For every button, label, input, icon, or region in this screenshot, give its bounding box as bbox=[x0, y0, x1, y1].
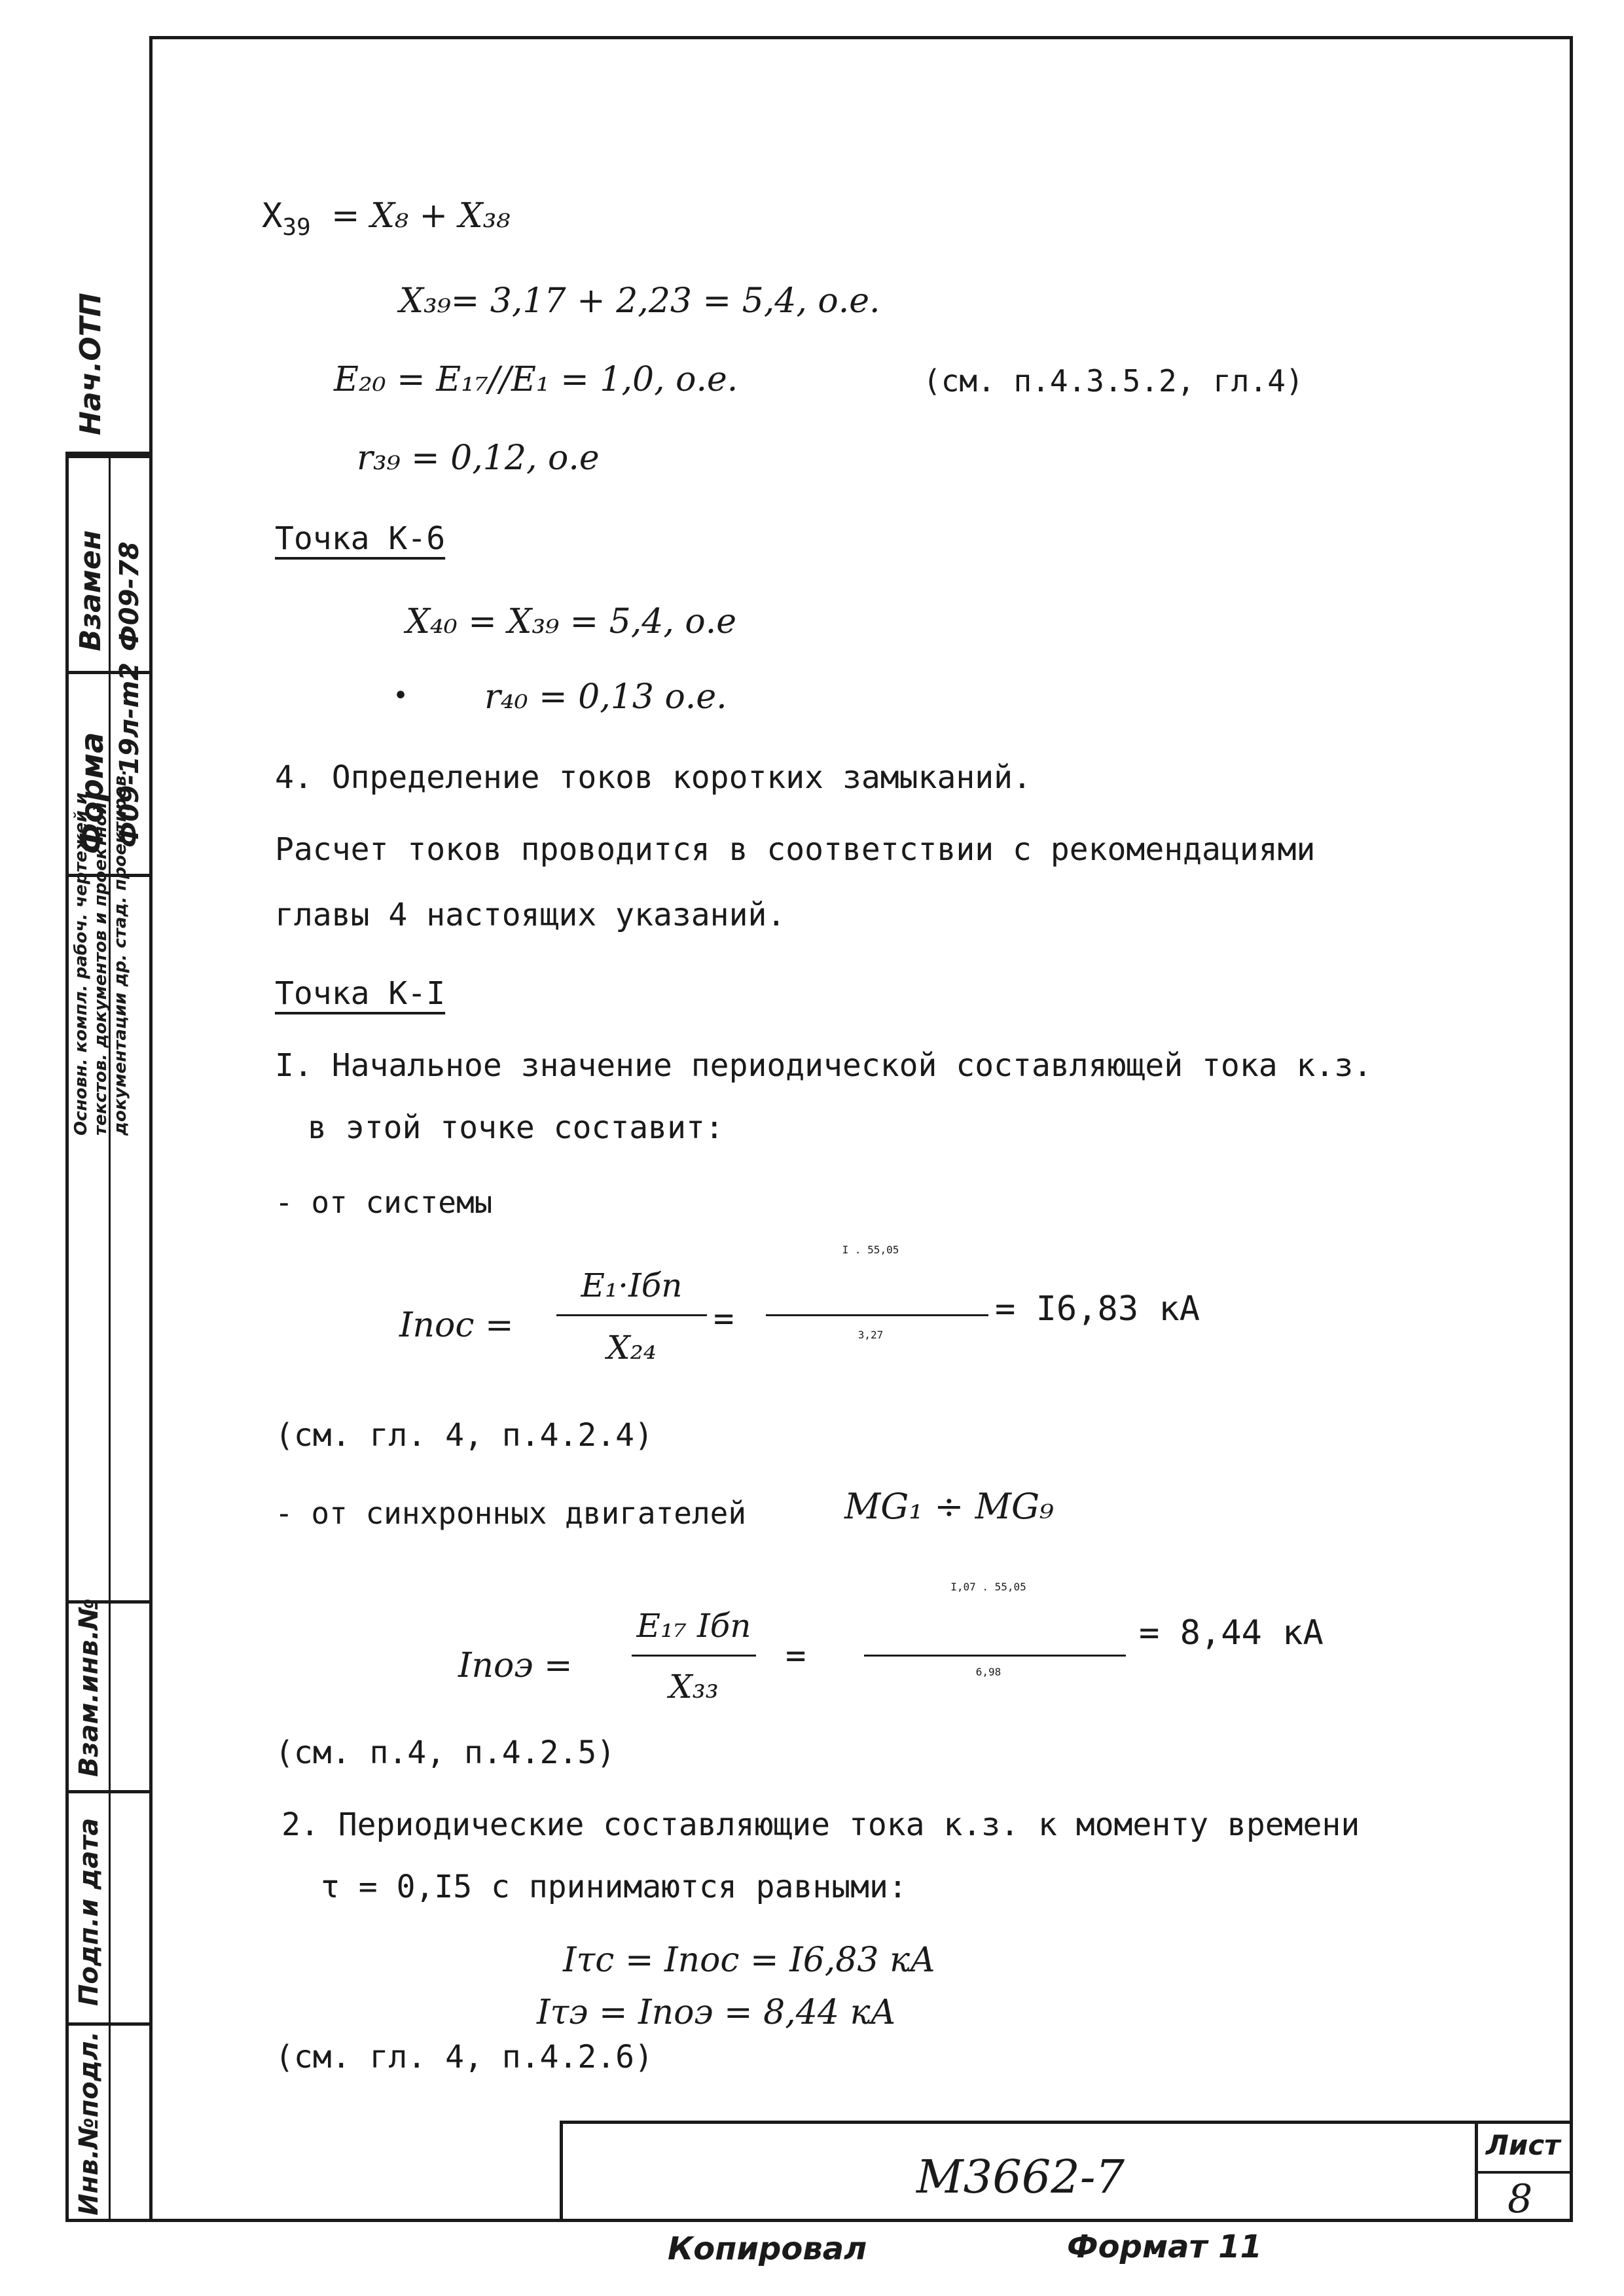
inoc-numerator-value: I . 55,05 bbox=[842, 1244, 899, 1256]
from-motors-label: - от синхронных двигателей bbox=[275, 1496, 747, 1531]
sidebar-osnov-line1: Основн. компл. рабоч. чертежей и bbox=[71, 792, 91, 1136]
inoc-denominator-value: 3,27 bbox=[857, 1329, 884, 1341]
item2-line1: 2. Периодические составляющие тока к.з. к моменту времени bbox=[281, 1806, 1360, 1843]
inoc-equals: = bbox=[713, 1299, 734, 1338]
sidebar-osnov-line3: документации др. стад. проектиров. bbox=[111, 769, 130, 1136]
sidebar-vzamen-value: Ф09-78 bbox=[115, 541, 145, 651]
inoc-denominator-symbolic: X₂₄ bbox=[607, 1329, 657, 1367]
inoc-fraction-bar-value bbox=[766, 1314, 988, 1316]
sheet-number: 8 bbox=[1507, 2176, 1533, 2222]
item1-line2: в этой точке составит: bbox=[308, 1109, 724, 1146]
eq-x40: X₄₀ = X₃₉ = 5,4, о.е bbox=[406, 602, 737, 641]
sidebar-vzamen: Взамен bbox=[74, 529, 107, 651]
inoe-denominator-value: 6,98 bbox=[975, 1666, 1001, 1678]
sheet-cell bbox=[1475, 2124, 1573, 2222]
inoc-result: = I6,83 кА bbox=[995, 1289, 1200, 1329]
sidebar-inv-podl: Инв.№подл. bbox=[74, 2031, 104, 2215]
stamp-sidebar bbox=[65, 293, 149, 2222]
sidebar-podp-data: Подп.и дата bbox=[74, 1818, 104, 2006]
section4-intro-line2: главы 4 настоящих указаний. bbox=[275, 897, 786, 933]
eq-e20-reference: (см. п.4.3.5.2, гл.4) bbox=[923, 363, 1304, 399]
sidebar-nach-otp: Нач.ОТП bbox=[74, 293, 107, 435]
footer-copied: Копировал bbox=[668, 2231, 867, 2267]
motors-symbol: MG₁ ÷ MG₉ bbox=[844, 1486, 1054, 1527]
bullet-mark: • bbox=[393, 681, 409, 711]
section4-intro-line1: Расчет токов проводится в соответствии с рекомендациями bbox=[275, 831, 1316, 868]
eq-x39-lhs: X bbox=[262, 196, 283, 236]
inoe-equals: = bbox=[785, 1636, 806, 1676]
eq-x39-lhs-sub: 39 bbox=[282, 214, 311, 241]
eq-x39-definition bbox=[262, 196, 510, 241]
eq-x39-rhs: = X₈ + X₃₈ bbox=[331, 196, 511, 236]
sidebar-vzam-inv: Взам.инв.№ bbox=[74, 1598, 104, 1777]
reference-2: (см. п.4, п.4.2.5) bbox=[275, 1734, 616, 1771]
inoe-lhs: Iпоэ = bbox=[458, 1646, 573, 1685]
footer-format: Формат 11 bbox=[1067, 2229, 1262, 2265]
eq-r40: r₄₀ = 0,13 о.е. bbox=[484, 677, 727, 717]
section4-heading: 4. Определение токов коротких замыканий. bbox=[275, 759, 1032, 796]
item1-line1: I. Начальное значение периодической составляющей тока к.з. bbox=[275, 1047, 1373, 1084]
ite-equation: Iτэ = Iпоэ = 8,44 кА bbox=[537, 1993, 896, 2032]
itc-equation: Iτс = Iпос = I6,83 кА bbox=[563, 1941, 936, 1980]
inoc-fraction-bar-symbolic bbox=[556, 1314, 707, 1316]
from-system-label: - от системы bbox=[275, 1185, 493, 1220]
reference-1: (см. гл. 4, п.4.2.4) bbox=[275, 1417, 653, 1454]
sheet-label: Лист bbox=[1486, 2129, 1561, 2161]
inoe-numerator-symbolic: E₁₇ Iбп bbox=[636, 1607, 751, 1645]
document-number: M3662-7 bbox=[916, 2150, 1125, 2204]
sidebar-forma: Форма bbox=[74, 732, 111, 854]
sidebar-forma-value: Ф09-19л-m2 bbox=[115, 662, 145, 848]
k1-title: Точка К-I bbox=[275, 975, 446, 1012]
inoc-lhs: Iпос = bbox=[399, 1306, 514, 1345]
sidebar-osnov-line2: текстов. документов и проектной bbox=[91, 802, 111, 1136]
inoe-numerator-value: I,07 . 55,05 bbox=[950, 1581, 1026, 1593]
inoe-result: = 8,44 кА bbox=[1139, 1613, 1324, 1653]
inoc-numerator-symbolic: E₁·Iбп bbox=[581, 1266, 683, 1304]
inoe-fraction-bar-symbolic bbox=[632, 1655, 756, 1657]
eq-x39-value: X₃₉= 3,17 + 2,23 = 5,4, о.е. bbox=[399, 281, 880, 321]
item2-line2: τ = 0,I5 с принимаются равными: bbox=[321, 1869, 907, 1905]
k6-title: Точка К-6 bbox=[275, 520, 446, 557]
eq-r39: r₃₉ = 0,12, о.е bbox=[357, 439, 600, 478]
title-block bbox=[560, 2121, 1573, 2222]
eq-e20: E₂₀ = E₁₇//E₁ = 1,0, о.е. bbox=[334, 360, 738, 399]
reference-3: (см. гл. 4, п.4.2.6) bbox=[275, 2039, 653, 2075]
inoe-fraction-bar-value bbox=[864, 1655, 1126, 1657]
inoe-denominator-symbolic: X₃₃ bbox=[669, 1668, 719, 1706]
